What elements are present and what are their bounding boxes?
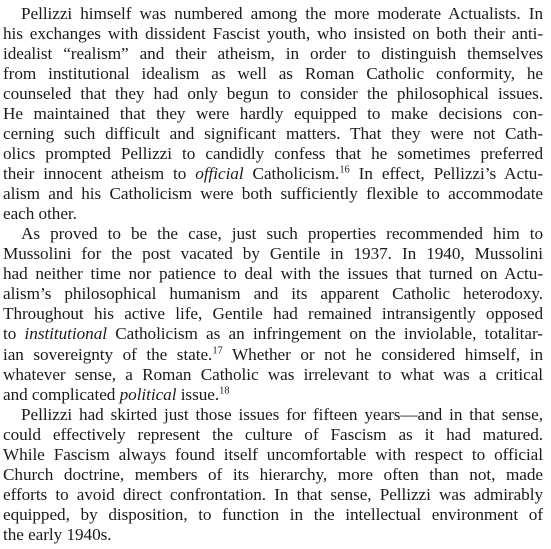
text-segment: ian sovereignty of the state. <box>3 345 213 364</box>
text-segment: counseled that they had only begun to consider the philosophical issues. <box>3 84 543 103</box>
text-segment: efforts to avoid direct confrontation. In that sense, Pellizzi was admirably <box>3 485 543 504</box>
text-segment: Pellizzi had skirted just those issues for fifteen years—and in that sense, <box>21 405 543 424</box>
text-segment: equipped, by disposition, to function in the intellectual environment of <box>3 505 543 524</box>
text-line <box>3 523 543 546</box>
text-segment: Church doctrine, members of its hierarchy, more often than not, made <box>3 465 543 484</box>
text-segment: could effectively represent the culture of Fascism as it had matured. <box>3 425 543 444</box>
text-line <box>3 322 543 345</box>
text-segment: had neither time nor patience to deal with the issues that turned on Actu- <box>3 264 543 283</box>
text-segment: In effect, Pellizzi’s Actu- <box>349 164 543 183</box>
text-segment: his exchanges with dissident Fascist youth, who insisted on both their anti- <box>3 24 543 43</box>
italic-text: official <box>195 164 244 183</box>
text-segment: Catholicism. <box>243 164 340 183</box>
italic-text: institutional <box>24 324 107 343</box>
text-segment: and complicated <box>3 385 120 404</box>
text-segment: Catholicism as an infringement on the inviolable, totalitar- <box>106 324 543 343</box>
italic-text: political <box>119 385 177 404</box>
footnote-marker: 18 <box>219 385 230 397</box>
text-segment: While Fascism always found itself uncomfortable with respect to official <box>3 445 543 464</box>
text-segment: As proved to be the case, just such properties recommended him to <box>21 224 543 243</box>
text-segment: idealist “realism” and their atheism, in order to distinguish themselves <box>3 44 543 63</box>
text-segment: the early 1940s. <box>3 525 112 544</box>
text-segment: issue. <box>176 385 220 404</box>
text-segment: whatever sense, a Roman Catholic was irrelevant to what was a critical <box>3 365 543 384</box>
text-segment: Throughout his active life, Gentile had remained intransigently opposed <box>3 304 543 323</box>
text-segment: Pellizzi himself was numbered among the more moderate Actualists. In <box>21 4 543 23</box>
text-segment: He maintained that they were hardly equipped to make decisions con- <box>3 104 543 123</box>
text-segment: alism and his Catholicism were both sufficiently flexible to accommodate <box>3 184 543 203</box>
text-segment: their innocent atheism to <box>3 164 196 183</box>
text-segment: each other. <box>3 204 77 223</box>
footnote-marker: 17 <box>212 345 223 357</box>
text-segment: to <box>3 324 25 343</box>
text-segment: alism’s philosophical humanism and its apparent Catholic heterodoxy. <box>3 284 543 303</box>
footnote-marker: 16 <box>339 164 350 176</box>
text-segment: from institutional idealism as well as Roman Catholic conformity, he <box>3 64 543 83</box>
text-segment: Mussolini for the post vacated by Gentile in 1937. In 1940, Mussolini <box>3 244 543 263</box>
text-segment: Whether or not he considered himself, in <box>222 345 543 364</box>
text-segment: olics prompted Pellizzi to candidly confess that he sometimes preferred <box>3 144 543 163</box>
text-segment: cerning such difficult and significant matters. That they were not Cath- <box>3 124 543 143</box>
